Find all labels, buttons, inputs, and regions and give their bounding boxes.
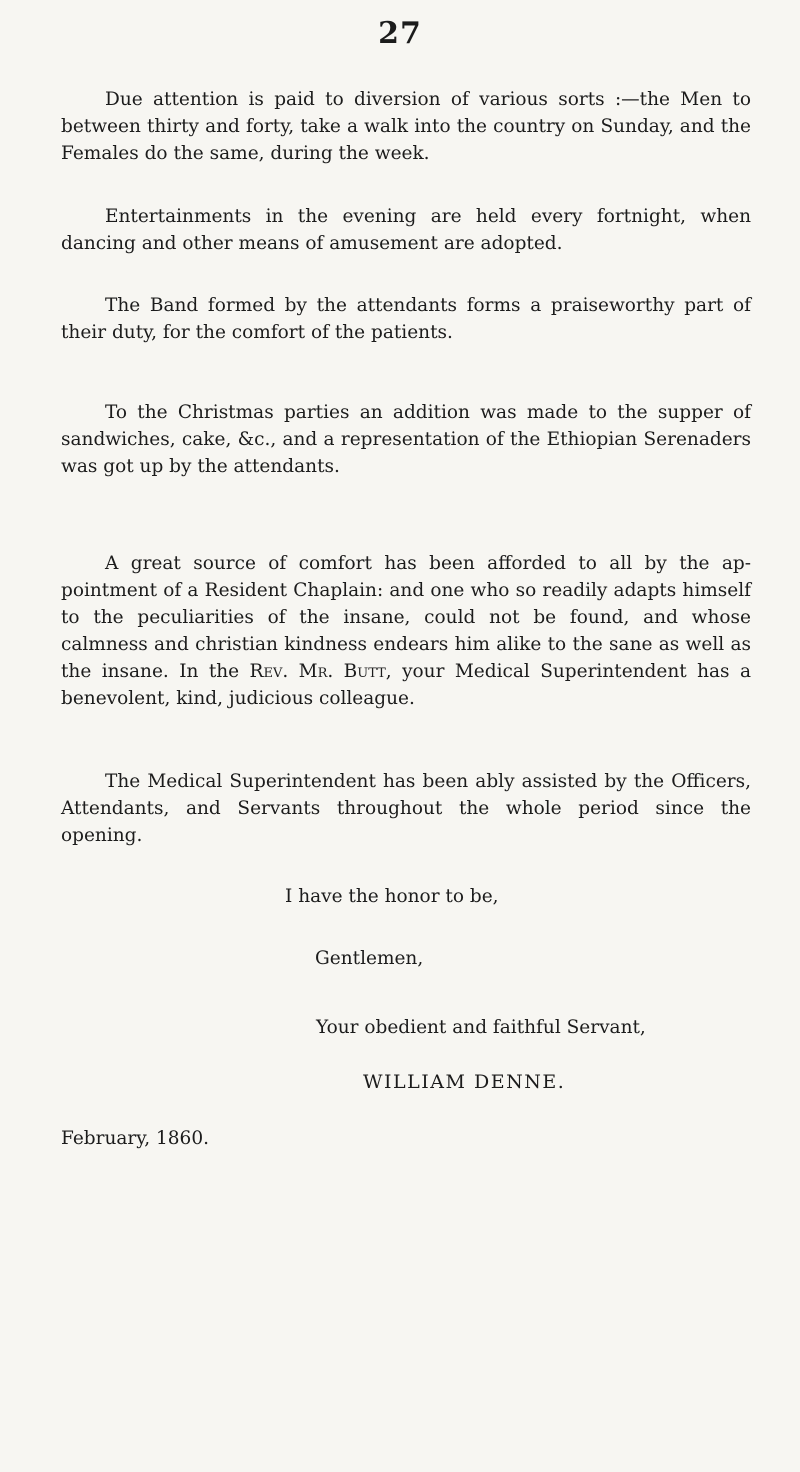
page-number: 27 [378, 16, 422, 51]
paragraph-entertainments: Entertainments in the evening are held every fortnight, when dancing and other means of amusement are adopted. [61, 206, 751, 254]
chaplain-name: Rev. Mr. Butt [249, 661, 386, 682]
closing-honor-line: I have the honor to be, [285, 886, 499, 907]
closing-salutation: Gentlemen, [315, 948, 424, 969]
paragraph-chaplain [61, 550, 751, 712]
paragraph-diversion: Due attention is paid to diversion of various sorts :—the Men to between thirty and forty, take a walk into the country on Sunday, and the Females do the same, during the week. [61, 89, 751, 164]
letter-date: February, 1860. [61, 1128, 209, 1149]
paragraph-christmas: To the Christmas parties an addition was made to the supper of sandwiches, cake, &c., and a representation of the Ethiopian Serenaders was got up by the attendants. [61, 402, 751, 477]
closing-servant-line: Your obedient and faithful Servant, [316, 1017, 646, 1038]
signature-name: WILLIAM DENNE. [363, 1071, 566, 1093]
chaplain-text-after: , your Medical Superintendent has a benevolent, kind, judicious colleague. [61, 661, 751, 709]
chaplain-text-before: A great source of comfort has been afforded to all by the ap-pointment of a Resident Chaplain: and one who so readily adapts himself to the peculiarities of the insane, could not be found, and whose calmness and christian kindness endears him alike to the sane as well as the insane. In the [61, 553, 751, 682]
paragraph-officers: The Medical Superintendent has been ably assisted by the Officers, Attendants, and Servants throughout the whole period since the opening. [61, 771, 751, 846]
paragraph-band: The Band formed by the attendants forms a praiseworthy part of their duty, for the comfort of the patients. [61, 295, 751, 343]
